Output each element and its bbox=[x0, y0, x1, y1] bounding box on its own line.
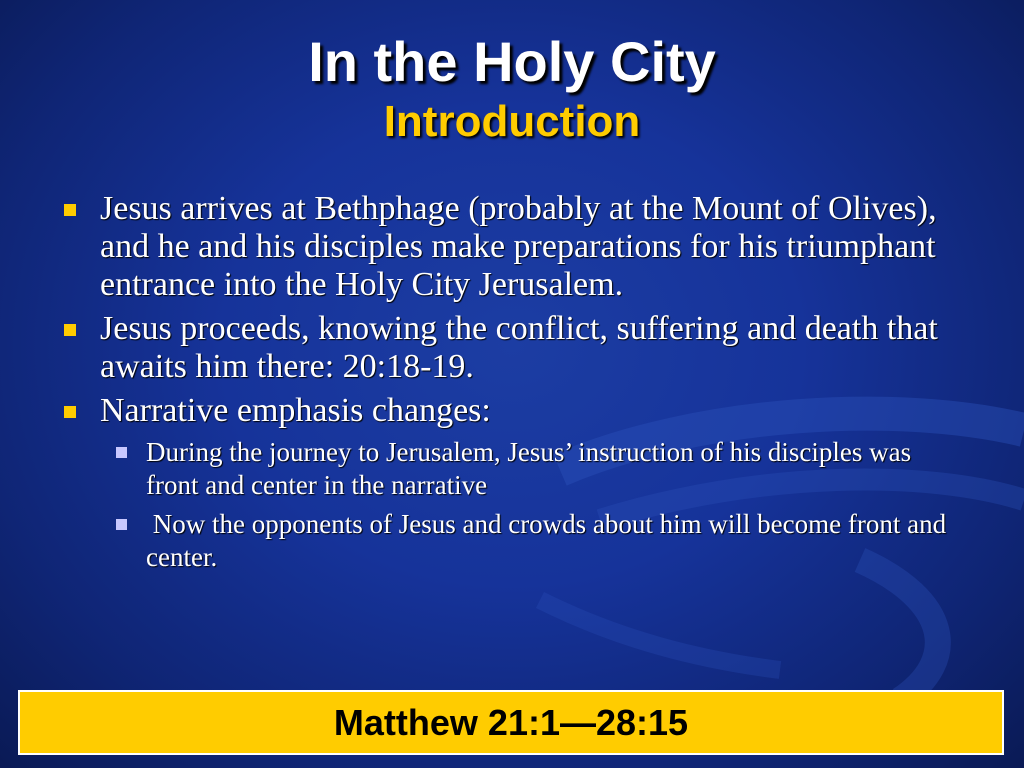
square-bullet-icon bbox=[64, 406, 76, 418]
square-bullet-icon bbox=[64, 324, 76, 336]
sub-bullet-text: Now the opponents of Jesus and crowds about him will become front and center. bbox=[146, 509, 953, 572]
footer-bar bbox=[18, 690, 1004, 755]
bullet-list bbox=[58, 190, 958, 580]
scripture-reference: Matthew 21:1—28:15 bbox=[333, 702, 689, 743]
slide-title: In the Holy City bbox=[308, 30, 716, 93]
bullet-item bbox=[58, 190, 958, 304]
slide-subtitle: Introduction bbox=[383, 97, 641, 146]
bullet-item bbox=[58, 310, 958, 386]
bullet-text: Narrative emphasis changes: bbox=[100, 392, 491, 429]
title-block bbox=[0, 28, 1024, 148]
bullet-item bbox=[58, 392, 958, 430]
sub-bullet-item bbox=[146, 508, 958, 574]
bullet-text: Jesus arrives at Bethphage (probably at the Mount of Olives), and he and his disciples make preparations for his triumphant entrance into the Holy City Jerusalem. bbox=[100, 190, 937, 303]
bullet-text: Jesus proceeds, knowing the conflict, suffering and death that awaits him there: 20:18-19. bbox=[100, 310, 938, 385]
square-bullet-icon bbox=[64, 204, 76, 216]
sub-bullet-item bbox=[146, 436, 958, 502]
square-sub-bullet-icon bbox=[116, 447, 127, 458]
square-sub-bullet-icon bbox=[116, 519, 127, 530]
sub-bullet-text: During the journey to Jerusalem, Jesus’ instruction of his disciples was front and center in the narrative bbox=[146, 437, 912, 500]
